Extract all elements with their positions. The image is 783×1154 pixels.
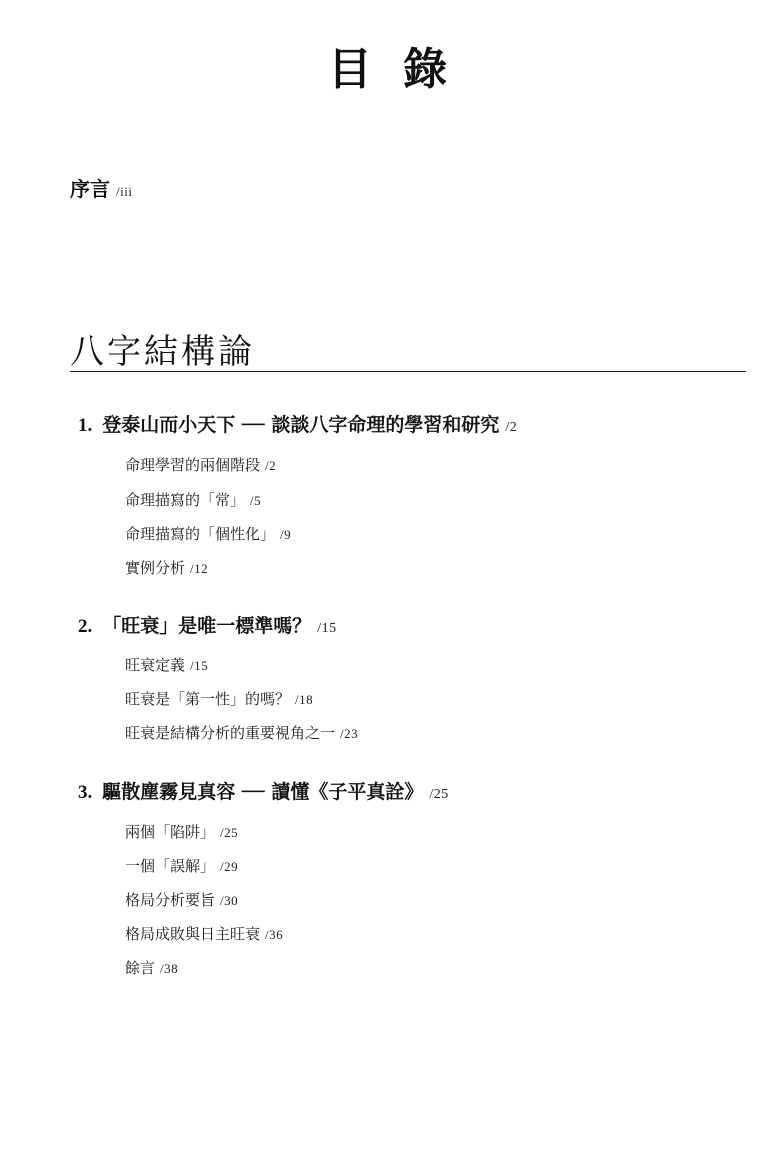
page-number: /18 — [295, 692, 314, 707]
section-title: 旺衰是結構分析的重要視角之一 — [125, 724, 336, 742]
page-number: /23 — [340, 726, 359, 741]
toc-section[interactable] — [125, 454, 276, 477]
section-title: 兩個「陷阱」 — [125, 823, 216, 841]
toc-chapter-3[interactable] — [78, 778, 449, 809]
toc-chapter-1[interactable] — [78, 411, 517, 442]
page-number: /9 — [280, 527, 292, 542]
page-number: /29 — [220, 859, 239, 874]
page-number: /36 — [265, 927, 284, 942]
section-title: 格局成敗與日主旺衰 — [125, 925, 261, 943]
toc-section[interactable] — [125, 722, 358, 745]
part-title: 八字結構論 — [70, 332, 255, 372]
section-title: 實例分析 — [125, 559, 186, 577]
toc-section[interactable] — [125, 688, 313, 711]
page-number: /25 — [429, 787, 449, 802]
part-divider — [70, 371, 746, 372]
chapter-title: 「旺衰」是唯一標準嗎？ — [102, 615, 312, 637]
page-number: /30 — [220, 893, 239, 908]
toc-section[interactable] — [125, 855, 238, 878]
page-number: /12 — [190, 561, 209, 576]
page-number: /2 — [265, 458, 277, 473]
section-title: 餘言 — [125, 959, 156, 977]
page-number: /15 — [190, 658, 209, 673]
page-title: 目 錄 — [327, 44, 456, 95]
toc-section[interactable] — [125, 654, 208, 677]
toc-section[interactable] — [125, 489, 261, 512]
section-title: 命理描寫的「個性化」 — [125, 525, 276, 543]
toc-section[interactable] — [125, 523, 291, 546]
section-title: 一個「誤解」 — [125, 857, 216, 875]
section-title: 旺衰是「第一性」的嗎？ — [125, 690, 291, 708]
page-number: /5 — [250, 493, 262, 508]
page-number: /15 — [317, 621, 337, 636]
chapter-number: 3. — [78, 782, 93, 803]
page-number: /2 — [505, 420, 518, 435]
toc-entry-preface[interactable] — [70, 175, 132, 206]
toc-section[interactable] — [125, 821, 238, 844]
page-number: /25 — [220, 825, 239, 840]
chapter-number: 1. — [78, 415, 93, 436]
toc-section[interactable] — [125, 957, 178, 980]
toc-section[interactable] — [125, 923, 283, 946]
toc-section[interactable] — [125, 889, 238, 912]
section-title: 格局分析要旨 — [125, 891, 216, 909]
preface-label: 序言 — [70, 177, 110, 201]
page-number: /iii — [116, 184, 133, 199]
toc-section[interactable] — [125, 557, 208, 580]
chapter-title: 驅散塵霧見真容 ── 讀懂《子平真詮》 — [102, 781, 424, 803]
chapter-title: 登泰山而小天下 ── 談談八字命理的學習和研究 — [102, 414, 500, 436]
section-title: 命理學習的兩個階段 — [125, 456, 261, 474]
section-title: 旺衰定義 — [125, 656, 186, 674]
section-title: 命理描寫的「常」 — [125, 491, 246, 509]
toc-chapter-2[interactable] — [78, 612, 337, 643]
chapter-number: 2. — [78, 616, 93, 637]
page-number: /38 — [160, 961, 179, 976]
